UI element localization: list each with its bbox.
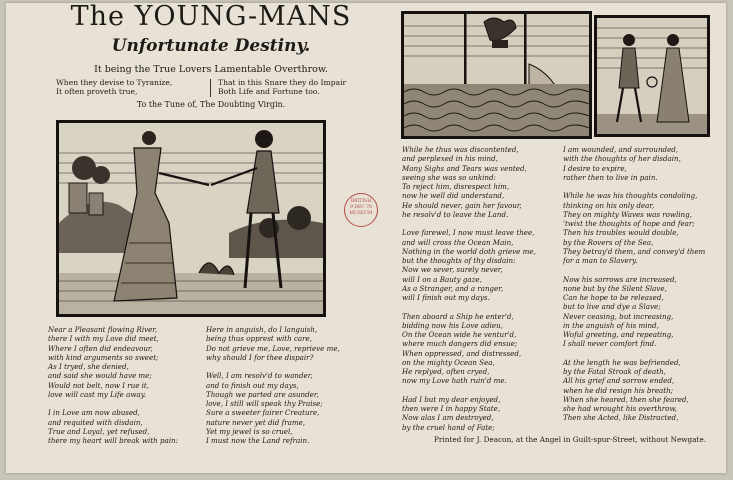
verse-line: by the cruel hand of Fate; xyxy=(402,422,495,432)
verse-line xyxy=(206,362,340,371)
intro-verse-left xyxy=(56,78,172,97)
verse-line: Would not belt, now I rue it, xyxy=(48,380,150,390)
stanza-column-4 xyxy=(563,145,705,423)
verse-line: Well, I am resolv'd to wander, xyxy=(206,371,313,381)
verse-line: now my Love hath ruin'd me. xyxy=(402,376,507,386)
verse-line: none but by the Silent Slave, xyxy=(563,283,667,293)
verse-line: for a man to Slavery. xyxy=(563,256,638,265)
verse-line: with kind arguments so sweet; xyxy=(48,352,159,362)
verse-line: On the Ocean wide he ventur'd, xyxy=(402,330,517,339)
tune-line: To the Tune of, The Doubting Virgin. xyxy=(136,100,286,109)
verse-line: 'twixt the thoughts of hope and fear; xyxy=(563,219,695,228)
verse-line: there my heart will break with pain: xyxy=(48,436,179,445)
verse-line: At the length he was befriended, xyxy=(563,357,681,367)
verse-line xyxy=(563,349,705,358)
verse-line: Then aboard a Ship he enter'd, xyxy=(402,311,514,321)
stamp-line: 9 DEC 78 xyxy=(350,205,372,210)
verse-line: will I finish out my days. xyxy=(402,293,490,302)
verse-line: in the anguish of his mind, xyxy=(563,320,659,330)
verse-line: but the thoughts of thy disdain: xyxy=(402,256,516,265)
verse-line: While he was his thoughts condoling, xyxy=(563,191,698,201)
verse-line: on the mighty Ocean Sea, xyxy=(402,357,495,367)
verse-line: and requited with disdain, xyxy=(48,417,143,427)
verse-line: by the Rovers of the Sea, xyxy=(563,237,654,247)
verse-line: where much dangers did ensue; xyxy=(402,339,518,349)
verse-line: she had wrought his overthrow, xyxy=(563,404,677,413)
woodcut-couple-image xyxy=(56,120,326,317)
verse-line: Now his sorrows are increased, xyxy=(563,274,677,284)
verse-line: Sure a sweeter fairer Creature, xyxy=(206,408,320,418)
verse-line: nature never yet did frame, xyxy=(206,417,306,427)
verse-line: bidding now his Love adieu, xyxy=(402,320,503,330)
verse-line: I shall never comfort find. xyxy=(563,339,657,349)
verse-line xyxy=(402,302,536,311)
verse-line: To reject him, disrespect him, xyxy=(402,182,510,191)
verse-line: Do not grieve me, Love, reprieve me, xyxy=(206,343,340,353)
stamp-line: MUSEUM xyxy=(349,211,373,216)
printer-imprint: Printed for J. Deacon, at the Angel in Guilt-spur-Street, without Newgate. xyxy=(434,435,707,444)
ballad-subline: It being the True Lovers Lamentable Overthrow. xyxy=(94,64,328,75)
verse-line: When she heared, then she feared, xyxy=(563,394,689,404)
verse-line xyxy=(402,386,536,395)
verse-line: Woful greeting, and repeating, xyxy=(563,330,674,339)
verse-line: and to finish out my days, xyxy=(206,380,299,390)
stanza-column-1 xyxy=(48,325,178,445)
verse-line: love will cast my Life away. xyxy=(48,389,146,399)
verse-line: I in Love am now abused, xyxy=(48,408,140,418)
verse-line: I am wounded, and surrounded, xyxy=(563,145,679,154)
verse-line xyxy=(563,182,705,191)
verse-line xyxy=(48,399,178,408)
verse-line: then were I in happy State, xyxy=(402,404,501,413)
verse-line: Here in anguish, do I languish, xyxy=(206,325,318,334)
stanza-column-3 xyxy=(402,145,536,432)
verse-line: Love farewel, I now must leave thee, xyxy=(402,228,535,238)
verse-line: he resolv'd to leave the Land. xyxy=(402,209,509,219)
verse-line: As I tryed, she denied, xyxy=(48,362,129,371)
verse-line: When oppressed, and distressed, xyxy=(402,348,522,358)
museum-stamp xyxy=(344,193,378,227)
verse-line: rather then to live in pain. xyxy=(563,172,658,182)
verse-line: now he well did understand, xyxy=(402,191,505,201)
verse-line: Never ceasing, but increasing, xyxy=(563,311,674,321)
verse-line: and will cross the Ocean Main, xyxy=(402,237,514,247)
verse-line: Now alas I am destroyed, xyxy=(402,413,494,423)
verse-line: They betray'd them, and convey'd them xyxy=(563,246,706,256)
verse-line: As a Stranger, and a ranger, xyxy=(402,283,504,293)
intro-verse-line: Both Life and Fortune too. xyxy=(218,87,320,97)
verse-line: Can he hope to be released, xyxy=(563,293,664,302)
intro-verse-line: That in this Snare they do Impair xyxy=(218,78,347,87)
verse-line: Though we parted are asunder, xyxy=(206,389,319,399)
ballad-title: The YOUNG-MANS xyxy=(70,1,352,32)
verse-line: All his grief and sorrow ended, xyxy=(563,376,675,386)
verse-line: love, I still will speak thy Praise; xyxy=(206,399,323,408)
verse-line: Yet my jewel is so cruel, xyxy=(206,426,293,436)
verse-line xyxy=(402,219,536,228)
verse-line: and said she would have me; xyxy=(48,371,152,381)
intro-verse-line: When they devise to Tyranize, xyxy=(56,78,173,87)
stanza-column-2 xyxy=(206,325,340,445)
verse-line: why should I for thee dispair? xyxy=(206,352,314,362)
verse-line: While he thus was discontented, xyxy=(402,145,519,154)
verse-line: Then she Acted, like Distracted, xyxy=(563,413,679,423)
verse-line: Now we sever, surely never, xyxy=(402,265,503,275)
verse-line: with the thoughts of her disdain, xyxy=(563,154,681,164)
verse-line: Many Sighs and Tears was vented, xyxy=(402,163,527,173)
verse-line: but to live and dye a Slave; xyxy=(563,302,661,312)
verse-line xyxy=(563,265,705,274)
broadside-sheet xyxy=(6,3,726,473)
ballad-subtitle: Unfortunate Destiny. xyxy=(111,36,311,56)
intro-verse-line: It often proveth true, xyxy=(56,87,138,97)
verse-line: True and Loyal, yet refused, xyxy=(48,426,150,436)
verse-line: They on mighty Waves was rowling, xyxy=(563,209,692,219)
verse-line: when he did resign his breath; xyxy=(563,385,674,395)
verse-line: by the Fatal Stroak of death, xyxy=(563,367,666,376)
verse-line: thinking on his only dear, xyxy=(563,200,655,210)
verse-line: I desire to expire, xyxy=(563,163,627,173)
stamp-line: BRITISH xyxy=(350,199,372,204)
verse-line: being thus opprest with care, xyxy=(206,334,313,344)
verse-line: seeing she was so unkind: xyxy=(402,172,496,182)
verse-line: Near a Pleasant flowing River, xyxy=(48,325,158,334)
verse-line: Then his troubles would double, xyxy=(563,228,679,238)
woodcut-small-couple-image xyxy=(594,15,710,137)
verse-line: He should never, gain her favour, xyxy=(402,200,522,210)
verse-line: and perplexed in his mind, xyxy=(402,154,498,164)
verse-line: will I on a Bauty gaze, xyxy=(402,274,482,284)
verse-line: there I with my Love did meet, xyxy=(48,334,159,344)
verse-line: Nothing in the world doth grieve me, xyxy=(402,246,536,256)
verse-line: He replyed, often cryed, xyxy=(402,367,490,376)
verse-line: Where I often did endeavour, xyxy=(48,343,153,353)
woodcut-ship-image xyxy=(401,11,592,139)
verse-divider xyxy=(210,79,211,97)
intro-verse-right xyxy=(218,78,346,97)
verse-line: I must now the Land refrain. xyxy=(206,436,310,445)
verse-line: Had I but my dear enjoyed, xyxy=(402,394,501,404)
